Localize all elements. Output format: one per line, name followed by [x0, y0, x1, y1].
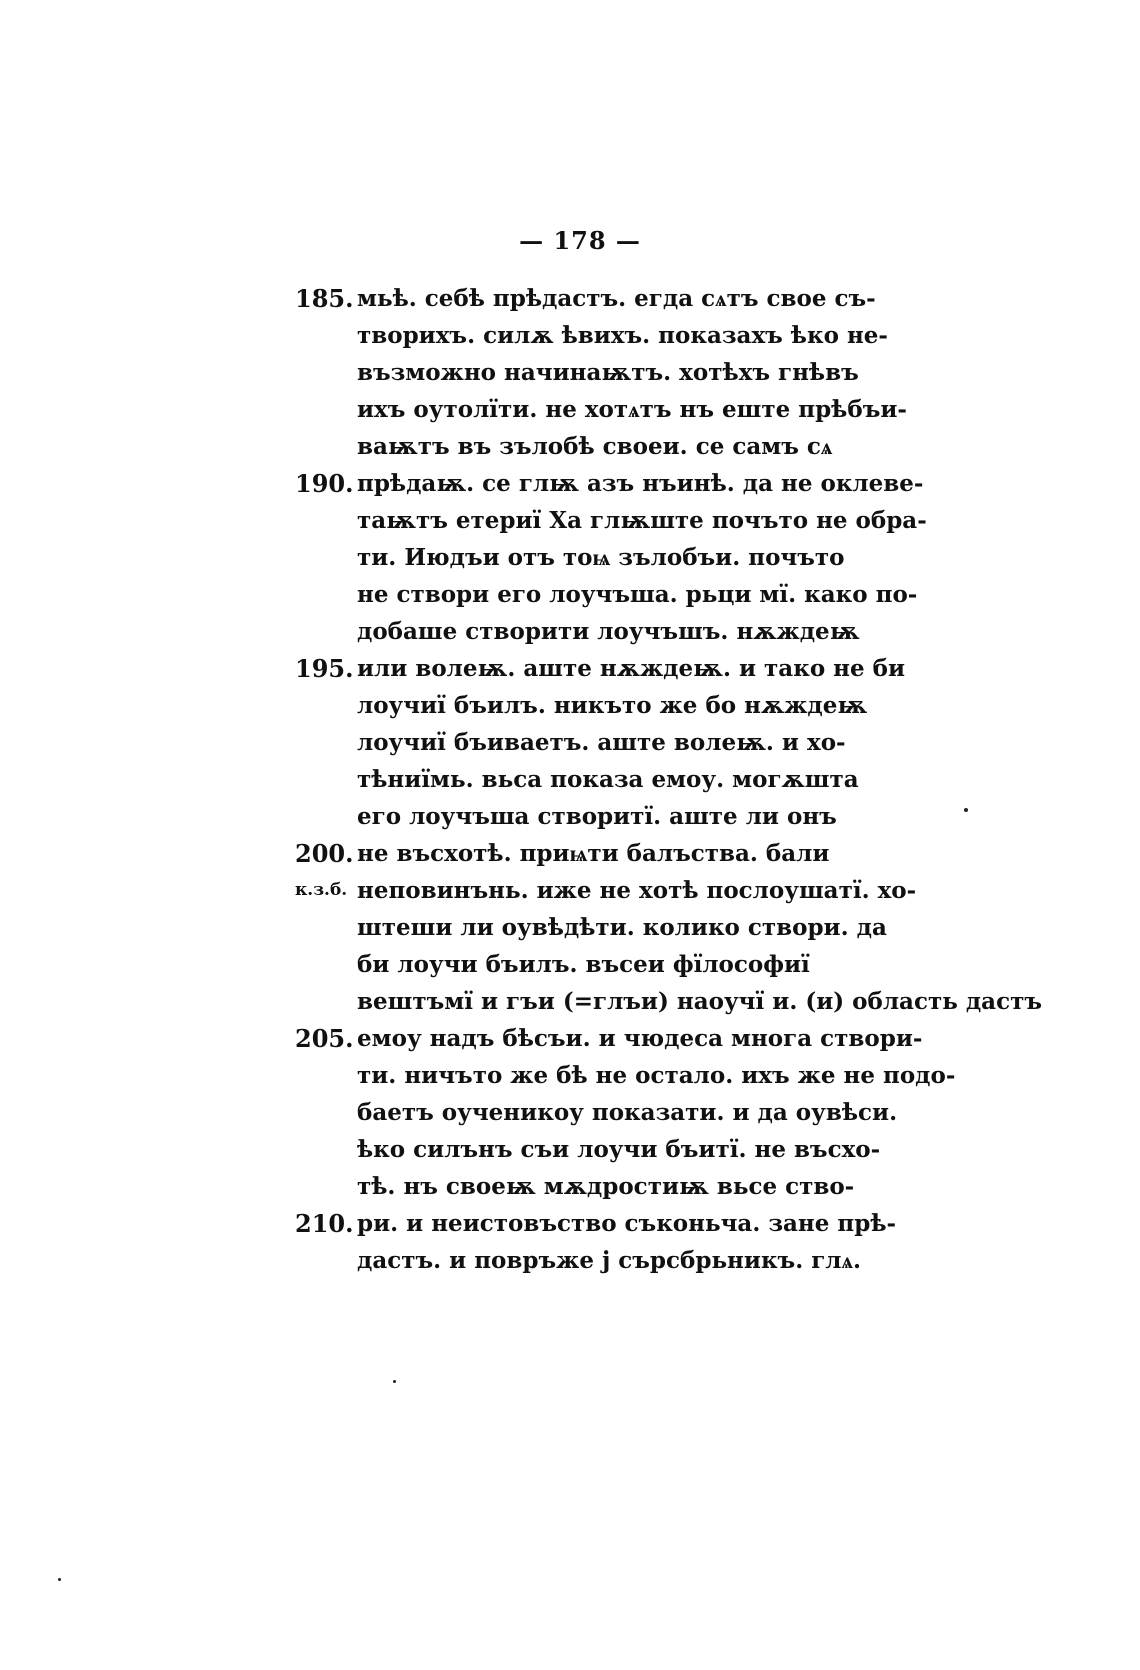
text-line	[295, 687, 955, 724]
line-text: ти. Июдъи отъ тоѩ зълобъи. почъто	[357, 544, 845, 571]
text-line	[295, 1094, 955, 1131]
text-line	[295, 280, 955, 317]
line-text: дастъ. и повръже ј сърсбрьникъ. глѧ.	[357, 1247, 862, 1274]
text-line	[295, 983, 1042, 1020]
ink-speck	[58, 1578, 61, 1581]
page-number: — 178 —	[519, 226, 641, 255]
line-text: штеши ли оувѣдѣти. колико створи. да	[357, 914, 887, 941]
line-text: таѭтъ етериї Ха глѭште почъто не обра-	[357, 507, 927, 534]
line-text: добаше створити лоучъшъ. нѫждеѭ	[357, 618, 860, 645]
text-line	[295, 724, 955, 761]
line-text: ихъ оутолїти. не хотѧтъ нъ еште прѣбъи-	[357, 396, 907, 423]
line-text: ти. ничъто же бѣ не остало. ихъ же не подо-	[357, 1062, 956, 1089]
text-line	[295, 761, 955, 798]
text-line	[295, 465, 955, 502]
line-text: не въсхотѣ. приѩти балъства. бали	[357, 840, 830, 867]
line-text: би лоучи бъилъ. въсеи фїлософиї	[357, 951, 810, 978]
text-line	[295, 1131, 955, 1168]
text-line	[295, 354, 955, 391]
text-line	[295, 539, 955, 576]
line-text: не створи его лоучъша. рьци мї. како по-	[357, 581, 918, 608]
line-text: его лоучъша створитї. аште ли онъ	[357, 803, 837, 830]
line-text: ѣко силънъ съи лоучи бъитї. не въсхо-	[357, 1136, 881, 1163]
text-line	[295, 428, 955, 465]
text-line	[295, 909, 955, 946]
text-line	[295, 576, 955, 613]
ink-speck	[964, 808, 968, 812]
line-text: лоучиї бъиваетъ. аште волеѭ. и хо-	[357, 729, 846, 756]
text-line	[295, 1205, 955, 1242]
text-line	[295, 613, 955, 650]
line-text: вештъмї и гъи (=глъи) наоучї и. (и) область дастъ	[357, 988, 1042, 1015]
text-line	[295, 317, 955, 354]
line-text: творихъ. силѫ ѣвихъ. показахъ ѣко не-	[357, 322, 888, 349]
line-text: възможно начинаѭтъ. хотѣхъ гнѣвъ	[357, 359, 859, 386]
line-text: прѣдаѭ. се глѭ азъ нъинѣ. да не оклеве-	[357, 470, 924, 497]
text-line	[295, 1057, 955, 1094]
line-text: емоу надъ бѣсъи. и чюдеса многа створи-	[357, 1025, 923, 1052]
line-number: 195.	[295, 654, 354, 683]
text-line	[295, 798, 955, 835]
line-text: тѣ. нъ своеѭ мѫдростиѭ вьсе ство-	[357, 1173, 855, 1200]
line-text: неповинънь. иже не хотѣ послоушатї. хо-	[357, 877, 917, 904]
text-line	[295, 1242, 955, 1279]
text-line	[295, 650, 955, 687]
text-line	[295, 835, 955, 872]
text-line	[295, 502, 955, 539]
line-text: ри. и неистовъство съконьча. зане прѣ-	[357, 1210, 897, 1237]
text-line	[295, 1168, 955, 1205]
ink-speck	[393, 1380, 396, 1383]
line-number: 205.	[295, 1024, 354, 1053]
text-line	[295, 391, 955, 428]
line-text: баетъ оученикоу показати. и да оувѣси.	[357, 1099, 898, 1126]
folio-marker: к.з.б.	[295, 880, 348, 900]
line-number: 200.	[295, 839, 354, 868]
text-line	[295, 946, 955, 983]
line-text: тѣниїмь. вьса показа емоу. могѫшта	[357, 766, 859, 793]
line-text: лоучиї бъилъ. никъто же бо нѫждеѭ	[357, 692, 868, 719]
verse-text-block	[295, 280, 1042, 1279]
text-line	[295, 872, 955, 909]
line-number: 190.	[295, 469, 354, 498]
text-line	[295, 1020, 955, 1057]
line-number: 185.	[295, 284, 354, 313]
line-number: 210.	[295, 1209, 354, 1238]
line-text: ваѭтъ въ зълобѣ своеи. се самъ сѧ	[357, 433, 833, 460]
line-text: или волеѭ. аште нѫждеѭ. и тако не би	[357, 655, 906, 682]
line-text: мьѣ. себѣ прѣдастъ. егда сѧтъ свое съ-	[357, 285, 876, 312]
